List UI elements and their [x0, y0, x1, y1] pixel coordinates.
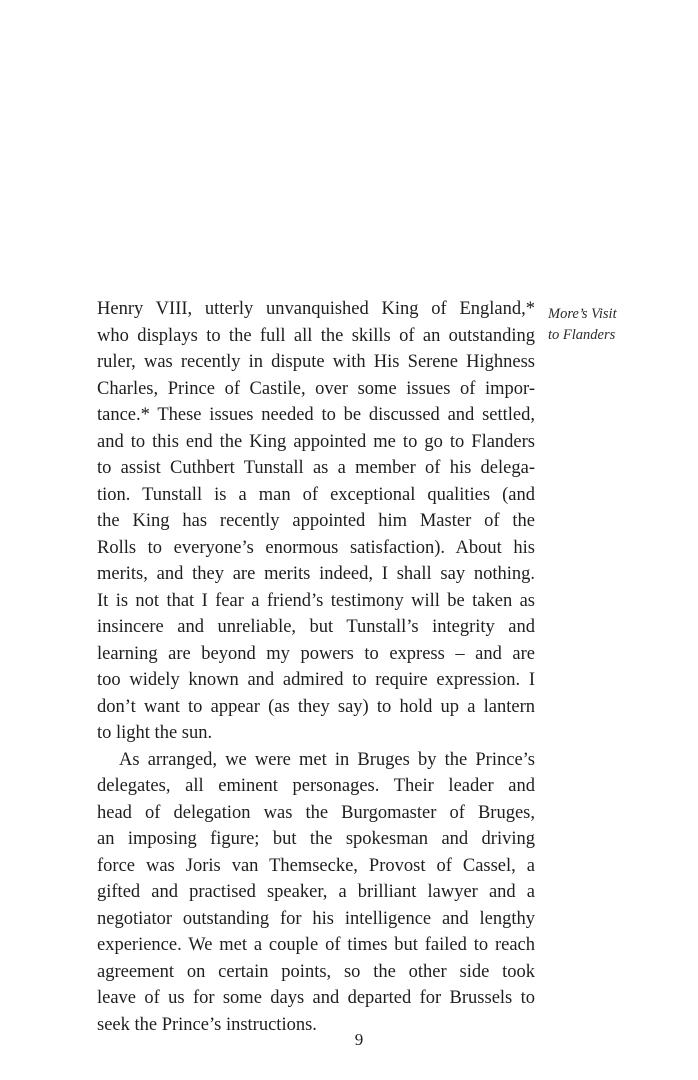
- text-line: tion. Tunstall is a man of exceptional qualities (and: [97, 484, 535, 505]
- text-line: learning are beyond my powers to express – and are: [97, 643, 535, 664]
- text-line: and to this end the King appointed me to go to Flanders: [97, 431, 535, 452]
- text-line: experience. We met a couple of times but failed to reach: [97, 935, 535, 955]
- text-line: seek the Prince’s instructions.: [97, 1014, 317, 1035]
- text-line: merits, and they are merits indeed, I shall say nothing.: [97, 564, 535, 584]
- text-line: too widely known and admired to require expression. I: [97, 670, 535, 690]
- text-line: agreement on certain points, so the other side took: [97, 961, 535, 982]
- text-line: the King has recently appointed him Master of the: [97, 511, 535, 531]
- text-line: negotiator outstanding for his intelligence and lengthy: [97, 908, 535, 929]
- body-text: [97, 296, 535, 1038]
- text-line: Henry VIII, utterly unvanquished King of England,*: [97, 299, 535, 319]
- text-line: to light the sun.: [97, 723, 213, 743]
- paragraph-2: [97, 747, 535, 1039]
- text-line: delegates, all eminent personages. Their leader and: [97, 776, 535, 796]
- text-line: don’t want to appear (as they say) to hold up a lantern: [97, 696, 535, 717]
- page-number: 9: [354, 1030, 364, 1049]
- text-line: tance.* These issues needed to be discussed and settled,: [97, 405, 535, 425]
- text-line: Charles, Prince of Castile, over some issues of impor-: [97, 378, 535, 399]
- margin-note-line: to Flanders: [548, 327, 616, 343]
- text-line: ruler, was recently in dispute with His Serene Highness: [97, 352, 535, 372]
- text-line: leave of us for some days and departed for Brussels to: [97, 988, 535, 1008]
- text-line: gifted and practised speaker, a brilliant lawyer and a: [97, 882, 535, 902]
- paragraph-1: [97, 296, 535, 747]
- text-line: As arranged, we were met in Bruges by the Prince’s: [119, 749, 535, 770]
- text-line: an imposing figure; but the spokesman and driving: [97, 829, 535, 849]
- text-line: head of delegation was the Burgomaster of Bruges,: [97, 802, 535, 823]
- text-line: Rolls to everyone’s enormous satisfaction). About his: [97, 537, 535, 558]
- text-line: It is not that I fear a friend’s testimony will be taken as: [97, 590, 535, 611]
- text-line: insincere and unreliable, but Tunstall’s integrity and: [97, 617, 535, 637]
- margin-note: [548, 304, 688, 346]
- text-line: who displays to the full all the skills of an outstanding: [97, 325, 535, 346]
- margin-note-line: More’s Visit: [548, 306, 617, 322]
- text-line: to assist Cuthbert Tunstall as a member of his delega-: [97, 458, 535, 478]
- text-line: force was Joris van Themsecke, Provost of Cassel, a: [97, 855, 535, 876]
